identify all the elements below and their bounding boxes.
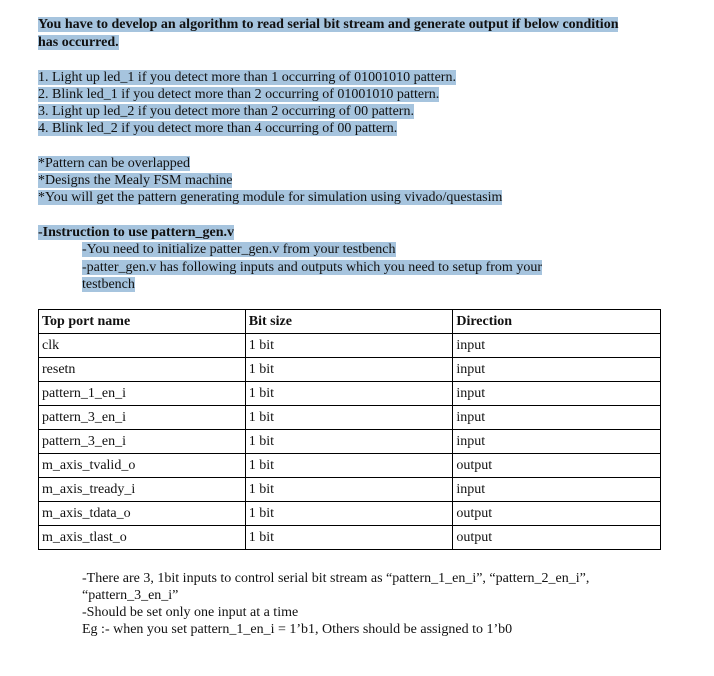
- port-name-cell: m_axis_tready_i: [39, 478, 246, 502]
- bit-size-cell: 1 bit: [245, 382, 453, 406]
- footer-line-1: -There are 3, 1bit inputs to control serial bit stream as “pattern_1_en_i”, “pattern_2_en_i”,: [82, 571, 590, 586]
- note-mealy-fsm: *Designs the Mealy FSM machine: [38, 173, 233, 188]
- note-pattern-module: *You will get the pattern generating module for simulation using vivado/questasim: [38, 190, 503, 205]
- header-direction: Direction: [453, 310, 661, 334]
- bit-size-cell: 1 bit: [245, 334, 453, 358]
- table-header-row: [39, 310, 661, 334]
- bit-size-cell: 1 bit: [245, 358, 453, 382]
- bit-size-cell: 1 bit: [245, 502, 453, 526]
- condition-3: 3. Light up led_2 if you detect more than 2 occurring of 00 pattern.: [38, 104, 414, 119]
- direction-cell: input: [453, 382, 661, 406]
- port-name-cell: clk: [39, 334, 246, 358]
- direction-cell: input: [453, 430, 661, 454]
- condition-4: 4. Blink led_2 if you detect more than 4 occurring of 00 pattern.: [38, 121, 398, 136]
- table-row: [39, 430, 661, 454]
- footer-line-4: Eg :- when you set pattern_1_en_i = 1’b1, Others should be assigned to 1’b0: [82, 622, 513, 637]
- condition-2: 2. Blink led_1 if you detect more than 2 occurring of 01001010 pattern.: [38, 87, 440, 102]
- footer-line-3: -Should be set only one input at a time: [82, 605, 299, 620]
- port-name-cell: pattern_1_en_i: [39, 382, 246, 406]
- port-name-cell: m_axis_tvalid_o: [39, 454, 246, 478]
- condition-1: 1. Light up led_1 if you detect more than 1 occurring of 01001010 pattern.: [38, 70, 456, 85]
- bit-size-cell: 1 bit: [245, 430, 453, 454]
- header-top-port-name: Top port name: [39, 310, 246, 334]
- direction-cell: output: [453, 526, 661, 550]
- direction-cell: input: [453, 358, 661, 382]
- instruction-title: -Instruction to use pattern_gen.v: [38, 225, 234, 240]
- port-name-cell: m_axis_tlast_o: [39, 526, 246, 550]
- direction-cell: input: [453, 334, 661, 358]
- heading-line-1: You have to develop an algorithm to read serial bit stream and generate output if below condition: [38, 17, 619, 32]
- port-table: [38, 309, 661, 550]
- table-row: [39, 526, 661, 550]
- table-row: [39, 406, 661, 430]
- direction-cell: output: [453, 454, 661, 478]
- table-row: [39, 334, 661, 358]
- bit-size-cell: 1 bit: [245, 526, 453, 550]
- footer-line-2: “pattern_3_en_i”: [82, 588, 179, 603]
- table-row: [39, 502, 661, 526]
- direction-cell: input: [453, 406, 661, 430]
- bit-size-cell: 1 bit: [245, 454, 453, 478]
- direction-cell: output: [453, 502, 661, 526]
- instruction-item-1: -You need to initialize patter_gen.v from your testbench: [82, 242, 396, 257]
- port-name-cell: pattern_3_en_i: [39, 430, 246, 454]
- direction-cell: input: [453, 478, 661, 502]
- port-name-cell: m_axis_tdata_o: [39, 502, 246, 526]
- instruction-item-2-line-2: testbench: [82, 277, 135, 292]
- table-row: [39, 382, 661, 406]
- table-row: [39, 358, 661, 382]
- port-name-cell: pattern_3_en_i: [39, 406, 246, 430]
- port-name-cell: resetn: [39, 358, 246, 382]
- table-row: [39, 478, 661, 502]
- instruction-item-2-line-1: -patter_gen.v has following inputs and outputs which you need to setup from your: [82, 260, 542, 275]
- bit-size-cell: 1 bit: [245, 406, 453, 430]
- table-row: [39, 454, 661, 478]
- bit-size-cell: 1 bit: [245, 478, 453, 502]
- note-overlap: *Pattern can be overlapped: [38, 156, 190, 171]
- header-bit-size: Bit size: [245, 310, 453, 334]
- heading-line-2: has occurred.: [38, 35, 119, 50]
